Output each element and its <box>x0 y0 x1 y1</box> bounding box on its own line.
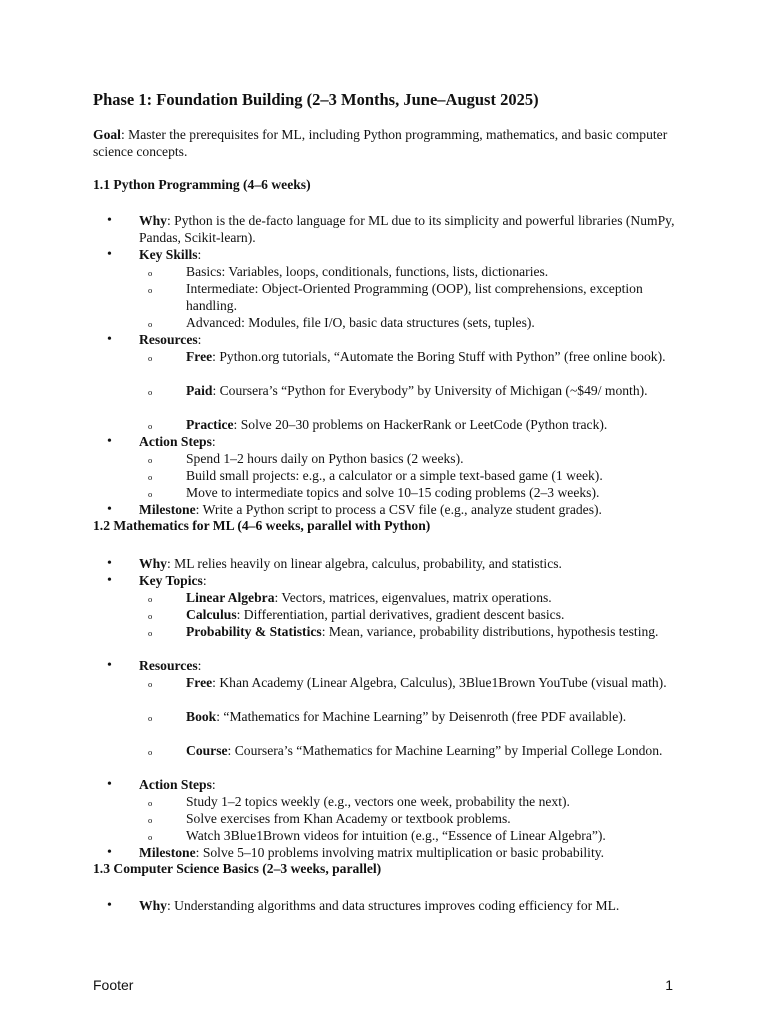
sub-list-item: o Advanced: Modules, file I/O, basic data structures (sets, tuples). <box>186 314 676 331</box>
sub-list-item: o Solve exercises from Khan Academy or textbook problems. <box>186 810 676 827</box>
list-item <box>139 212 679 246</box>
sub-list-item: o Spend 1–2 hours daily on Python basics (2 weeks). <box>186 450 676 467</box>
bullet-label: Action Steps <box>139 777 212 792</box>
list-item <box>139 897 679 914</box>
sub-list-item <box>186 382 676 399</box>
list-item: • Action Steps: <box>139 776 679 793</box>
list-item <box>139 844 679 861</box>
goal-paragraph <box>93 126 683 160</box>
bullet-label: Action Steps <box>139 434 212 449</box>
sub-item-label: Paid <box>186 383 213 398</box>
sub-list-item: o Watch 3Blue1Brown videos for intuition (e.g., “Essence of Linear Algebra”). <box>186 827 676 844</box>
sub-item-label: Book <box>186 709 217 724</box>
sub-list-item: o Study 1–2 topics weekly (e.g., vectors one week, probability the next). <box>186 793 676 810</box>
sub-item-label: Calculus <box>186 607 237 622</box>
sub-list-item <box>186 606 676 623</box>
bullet-label: Key Skills <box>139 247 198 262</box>
sub-item-text: : Differentiation, partial derivatives, gradient descent basics. <box>236 607 565 622</box>
list-item: • Action Steps: <box>139 433 679 450</box>
bullet-label: Why <box>139 556 167 571</box>
sub-item-label: Course <box>186 743 228 758</box>
sub-list-item <box>186 674 676 691</box>
sub-list-item: o Basics: Variables, loops, conditionals, functions, lists, dictionaries. <box>186 263 676 280</box>
bullet-text: : Python is the de-facto language for ML due to its simplicity and powerful libraries (NumPy, Pandas, Scikit-learn). <box>139 213 675 245</box>
bullet-label: Milestone <box>139 845 196 860</box>
sub-item-text: : Coursera’s “Python for Everybody” by University of Michigan (~$49/ month). <box>212 383 648 398</box>
bullet-text: : Solve 5–10 problems involving matrix multiplication or basic probability. <box>195 845 605 860</box>
goal-text: : Master the prerequisites for ML, including Python programming, mathematics, and basic computer science concepts. <box>93 127 668 159</box>
list-item: • Key Skills: <box>139 246 679 263</box>
sub-list-item <box>186 708 676 725</box>
sub-list-item <box>186 623 676 640</box>
sub-list-item <box>186 416 676 433</box>
list-item <box>139 555 679 572</box>
bullet-text: : ML relies heavily on linear algebra, calculus, probability, and statistics. <box>166 556 562 571</box>
sub-item-text: : Khan Academy (Linear Algebra, Calculus), 3Blue1Brown YouTube (visual math). <box>212 675 667 690</box>
sub-list-item <box>186 742 676 759</box>
sub-item-text: : Mean, variance, probability distributions, hypothesis testing. <box>321 624 659 639</box>
sub-item-text: : Vectors, matrices, eigenvalues, matrix operations. <box>274 590 552 605</box>
sub-item-label: Practice <box>186 417 234 432</box>
bullet-label: Why <box>139 898 167 913</box>
bullet-text: : Understanding algorithms and data structures improves coding efficiency for ML. <box>166 898 620 913</box>
sub-list-item: o Build small projects: e.g., a calculator or a simple text-based game (1 week). <box>186 467 676 484</box>
section-heading-math: 1.2 Mathematics for ML (4–6 weeks, parallel with Python) <box>93 518 431 533</box>
sub-item-text: : Solve 20–30 problems on HackerRank or LeetCode (Python track). <box>233 417 608 432</box>
section-heading-cs: 1.3 Computer Science Basics (2–3 weeks, parallel) <box>93 861 382 876</box>
bullet-label: Resources <box>139 332 198 347</box>
bullet-label: Key Topics <box>139 573 203 588</box>
sub-item-text: : Python.org tutorials, “Automate the Boring Stuff with Python” (free online book). <box>212 349 666 364</box>
sub-list-item <box>186 589 676 606</box>
sub-item-label: Probability & Statistics <box>186 624 322 639</box>
bullet-text: : Write a Python script to process a CSV file (e.g., analyze student grades). <box>195 502 602 517</box>
page-title: Phase 1: Foundation Building (2–3 Months, June–August 2025) <box>93 90 539 109</box>
sub-list-item: o Move to intermediate topics and solve 10–15 coding problems (2–3 weeks). <box>186 484 676 501</box>
bullet-label: Resources <box>139 658 198 673</box>
sub-item-text: : Coursera’s “Mathematics for Machine Learning” by Imperial College London. <box>227 743 663 758</box>
bullet-label: Milestone <box>139 502 196 517</box>
sub-list-item: o Intermediate: Object-Oriented Programming (OOP), list comprehensions, exception handling. <box>186 280 676 314</box>
list-item: • Resources: <box>139 657 679 674</box>
goal-label: Goal <box>93 127 121 142</box>
list-item <box>139 501 679 518</box>
page-number: 1 <box>665 977 673 993</box>
sub-item-label: Free <box>186 349 213 364</box>
sub-list-item <box>186 348 676 365</box>
list-item: • Resources: <box>139 331 679 348</box>
section-heading-python: 1.1 Python Programming (4–6 weeks) <box>93 177 311 192</box>
page-footer: Footer <box>93 977 134 993</box>
sub-item-label: Linear Algebra <box>186 590 275 605</box>
bullet-label: Why <box>139 213 167 228</box>
sub-item-label: Free <box>186 675 213 690</box>
sub-item-text: : “Mathematics for Machine Learning” by Deisenroth (free PDF available). <box>216 709 627 724</box>
list-item: • Key Topics: <box>139 572 679 589</box>
